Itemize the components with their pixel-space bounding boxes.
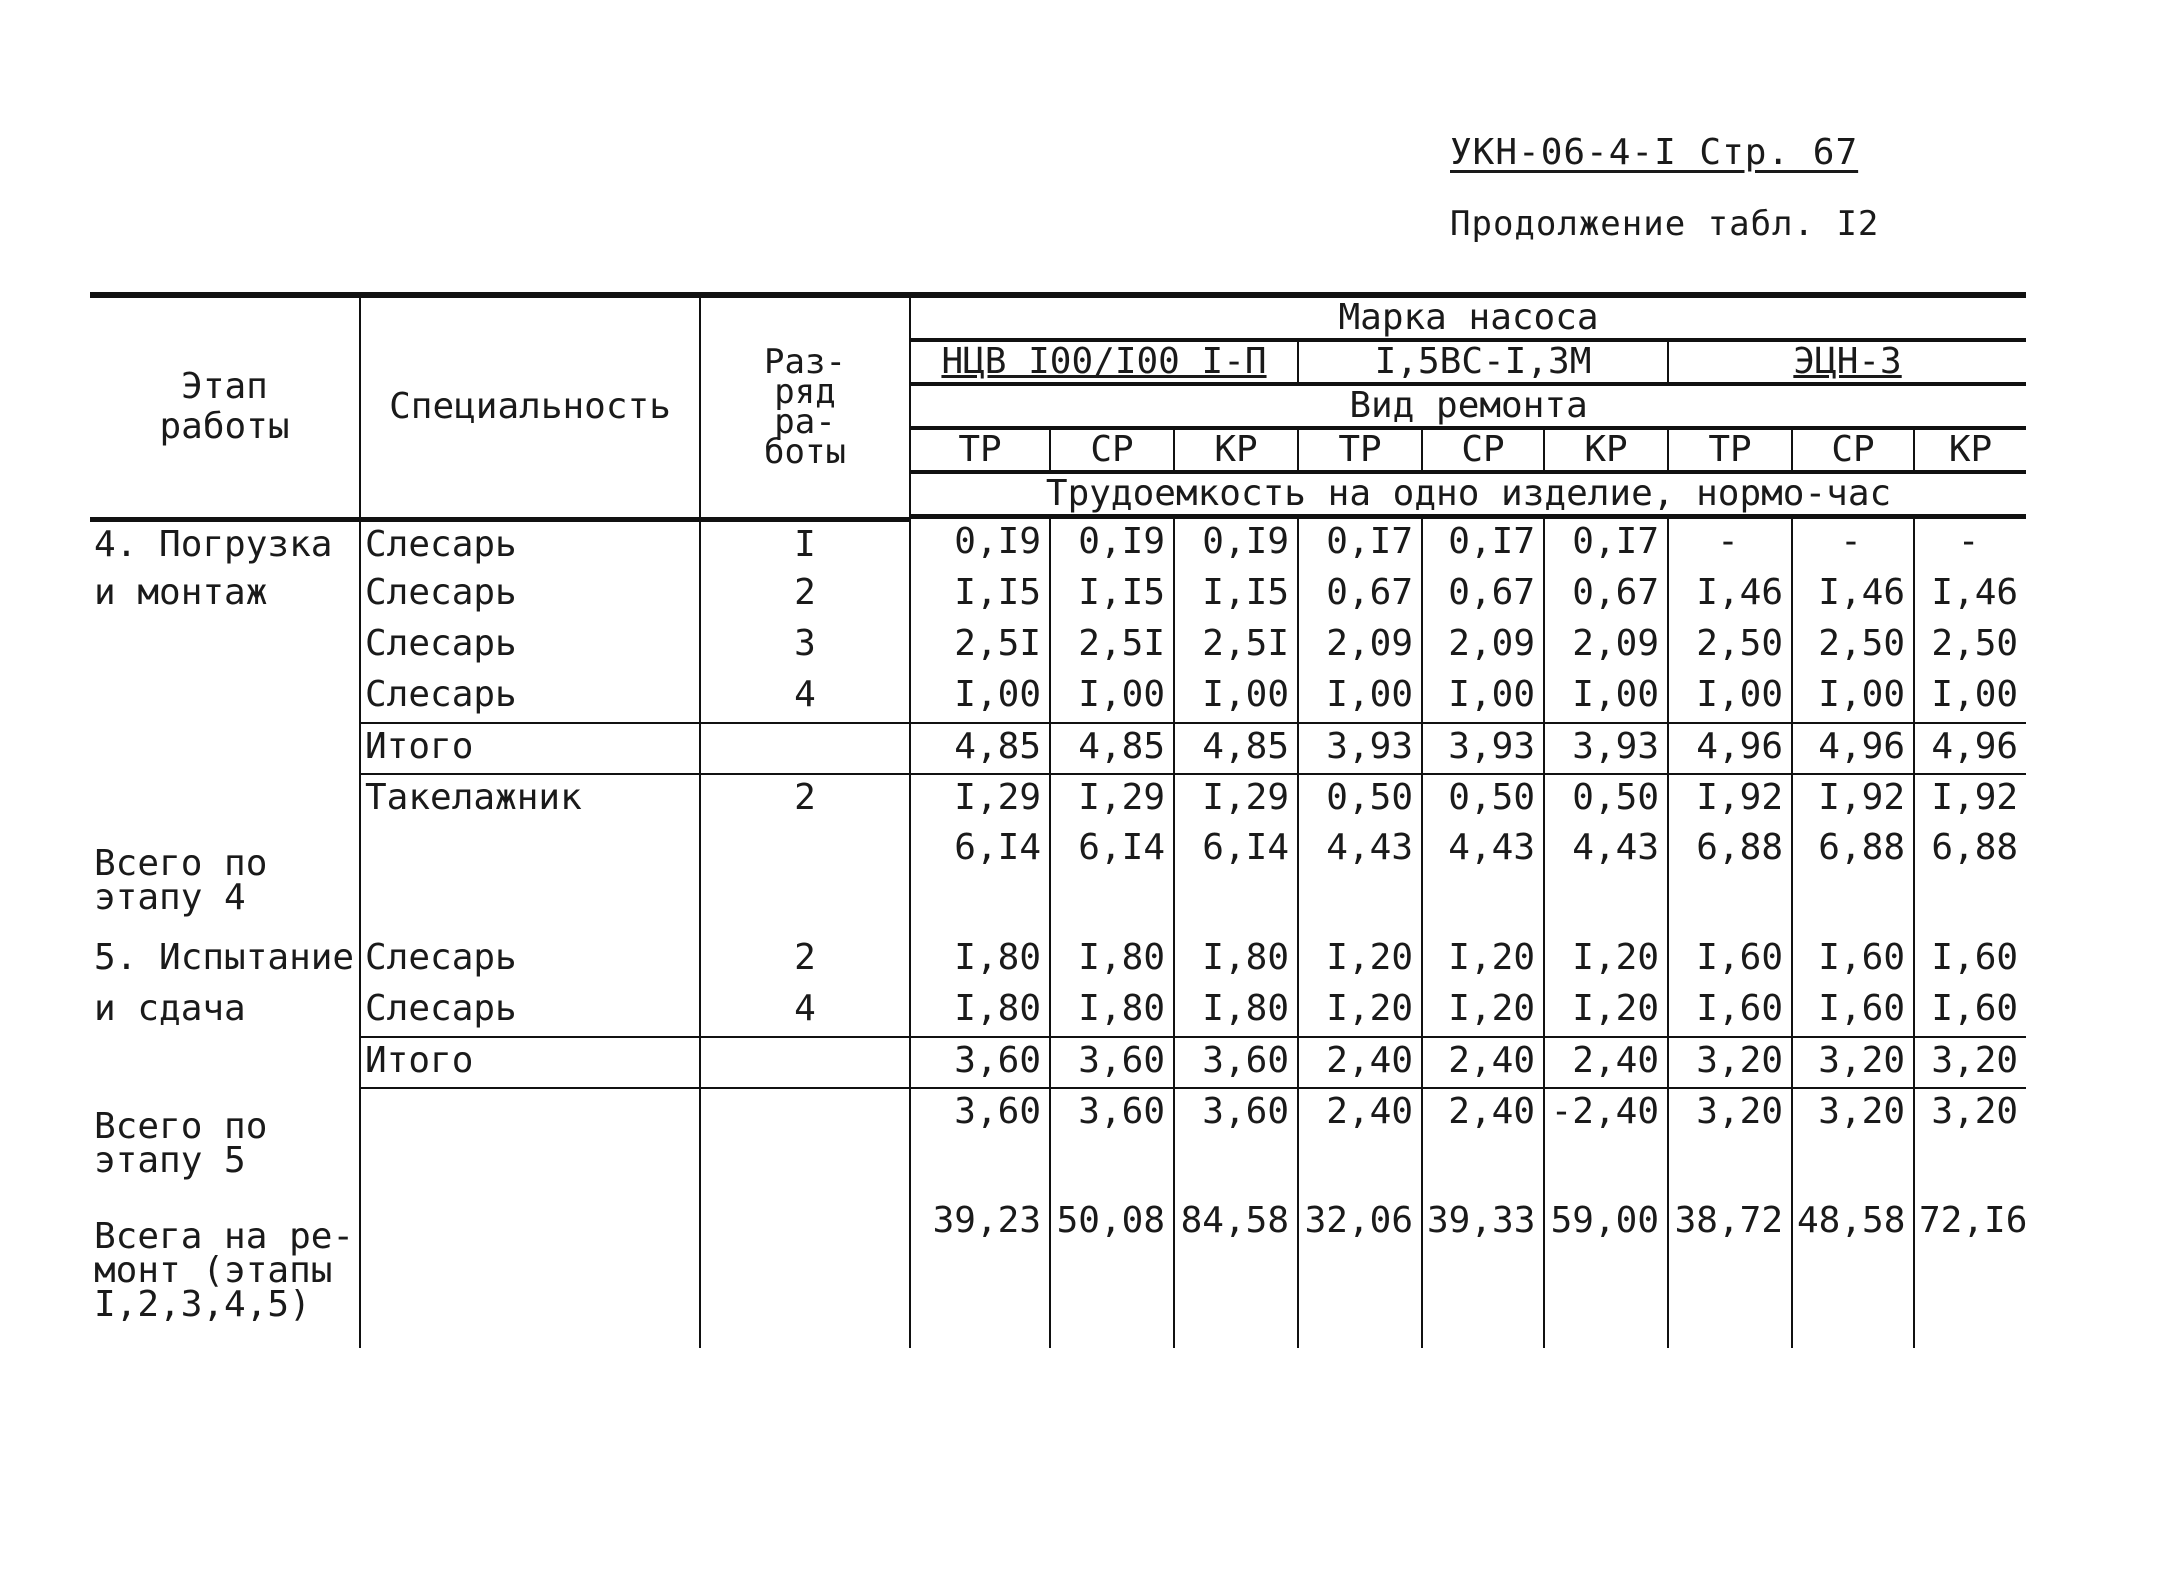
cell-value: I,80 <box>1174 986 1298 1037</box>
header-pump-3: ЭЦН-3 <box>1668 340 2026 384</box>
cell-value: I,00 <box>1174 672 1298 723</box>
cell-value: I,80 <box>910 986 1050 1037</box>
cell-value: I,46 <box>1792 570 1914 621</box>
cell-value: I,92 <box>1668 774 1792 825</box>
cell-specialty: Такелажник <box>360 774 700 825</box>
cell-value: I,00 <box>910 672 1050 723</box>
cell-value: - <box>1957 521 1980 562</box>
cell-value: 38,72 <box>1668 1198 1792 1348</box>
cell-value: 84,58 <box>1174 1198 1298 1348</box>
table-row <box>90 935 2026 986</box>
cell-value: 4,96 <box>1914 723 2026 774</box>
cell-specialty: Слесарь <box>360 935 700 986</box>
cell-value: I,I5 <box>910 570 1050 621</box>
cell-stage-line: этапу 5 <box>94 1140 246 1181</box>
cell-value: 3,20 <box>1792 1037 1914 1088</box>
cell-value: 32,06 <box>1298 1198 1422 1348</box>
cell-value: 6,I4 <box>1174 825 1298 935</box>
cell-value: 6,88 <box>1668 825 1792 935</box>
cell-grade: 4 <box>700 986 910 1037</box>
header-labor-caption: Трудоемкость на одно изделие, нормо-час <box>910 472 2026 517</box>
cell-value: I,00 <box>1792 672 1914 723</box>
header-grade-line3: ра- <box>774 402 836 443</box>
cell-grade: I <box>700 519 910 570</box>
cell-value: 59,00 <box>1544 1198 1668 1348</box>
cell-stage-line: I,2,3,4,5) <box>94 1284 311 1325</box>
cell-value: 0,67 <box>1298 570 1422 621</box>
cell-value: 4,43 <box>1544 825 1668 935</box>
cell-value: 48,58 <box>1792 1198 1914 1348</box>
cell-stage <box>90 621 360 672</box>
header-repair-code: СР <box>1050 428 1174 472</box>
table-row <box>90 825 2026 935</box>
cell-value: I,20 <box>1298 986 1422 1037</box>
cell-value: I,29 <box>910 774 1050 825</box>
cell-value: I,92 <box>1792 774 1914 825</box>
cell-value: I,20 <box>1422 935 1544 986</box>
cell-stage <box>90 723 360 774</box>
cell-value: 2,5I <box>1174 621 1298 672</box>
cell-value: I,00 <box>1298 672 1422 723</box>
cell-stage <box>90 825 360 935</box>
cell-value: I,60 <box>1792 935 1914 986</box>
cell-value: - <box>1668 519 1792 570</box>
cell-value: 4,43 <box>1422 825 1544 935</box>
cell-value: I,46 <box>1931 572 2019 613</box>
table-row <box>90 723 2026 774</box>
cell-value: I,20 <box>1298 935 1422 986</box>
header-repair-type: Вид ремонта <box>910 384 2026 428</box>
table-row <box>90 519 2026 570</box>
cell-value: 2,50 <box>1792 621 1914 672</box>
cell-value: 2,5I <box>1050 621 1174 672</box>
cell-value: 2,50 <box>1668 621 1792 672</box>
header-grade-line4: боты <box>764 432 846 473</box>
cell-value: I,I5 <box>1174 570 1298 621</box>
cell-value: I,60 <box>1668 935 1792 986</box>
cell-stage <box>90 672 360 723</box>
cell-value: I,20 <box>1422 986 1544 1037</box>
cell-value: 3,60 <box>1050 1088 1174 1198</box>
cell-value: I,60 <box>1931 988 2019 1029</box>
cell-specialty: Итого <box>360 723 700 774</box>
cell-value: 39,23 <box>910 1198 1050 1348</box>
cell-stage-line: Всего по <box>94 1106 268 1147</box>
cell-value: 2,40 <box>1298 1088 1422 1198</box>
cell-value: I,29 <box>1174 774 1298 825</box>
cell-stage: и монтаж <box>94 572 268 613</box>
cell-value: 3,93 <box>1422 723 1544 774</box>
cell-value: 2,09 <box>1422 621 1544 672</box>
cell-value: 0,50 <box>1298 774 1422 825</box>
cell-value: I,00 <box>1544 672 1668 723</box>
cell-value: 4,85 <box>1174 723 1298 774</box>
cell-value: I,00 <box>1931 674 2019 715</box>
cell-stage-line: монт (этапы <box>94 1250 333 1291</box>
cell-specialty: Слесарь <box>360 621 700 672</box>
cell-specialty <box>360 825 700 935</box>
cell-value: 2,09 <box>1544 621 1668 672</box>
header-repair-code: ТР <box>1298 428 1422 472</box>
cell-stage: и сдача <box>94 988 246 1029</box>
cell-value: 3,20 <box>1914 1037 2026 1088</box>
cell-grade: 4 <box>700 672 910 723</box>
cell-value: 2,40 <box>1422 1088 1544 1198</box>
cell-specialty: Слесарь <box>360 986 700 1037</box>
table-body <box>90 519 2026 1348</box>
cell-stage <box>90 1198 360 1348</box>
cell-value: 3,60 <box>1050 1037 1174 1088</box>
cell-value: I,20 <box>1544 986 1668 1037</box>
cell-grade <box>700 1088 910 1198</box>
cell-value: 2,50 <box>1931 623 2019 664</box>
cell-value: I,80 <box>1050 986 1174 1037</box>
cell-grade <box>700 723 910 774</box>
cell-value: I,00 <box>1422 672 1544 723</box>
cell-value: 3,60 <box>910 1088 1050 1198</box>
table-row <box>90 1037 2026 1088</box>
cell-specialty: Слесарь <box>360 570 700 621</box>
cell-value: 3,93 <box>1298 723 1422 774</box>
cell-value: 3,20 <box>1668 1037 1792 1088</box>
header-grade-line2: ряд <box>774 372 836 413</box>
cell-value: 2,09 <box>1298 621 1422 672</box>
header-repair-code: ТР <box>1668 428 1792 472</box>
table-row <box>90 570 2026 621</box>
cell-value: 2,40 <box>1422 1037 1544 1088</box>
cell-value: 0,50 <box>1544 774 1668 825</box>
cell-value: 72,I6 <box>1919 1200 2028 1241</box>
cell-stage: 4. Погрузка <box>94 523 333 565</box>
cell-stage: 5. Испытание <box>94 937 355 978</box>
cell-specialty: Слесарь <box>360 519 700 570</box>
header-pump-brand: Марка насоса <box>910 295 2026 340</box>
cell-value: 0,I7 <box>1422 519 1544 570</box>
cell-value: - <box>1792 519 1914 570</box>
header-stage-line1: Этап <box>181 366 268 408</box>
cell-specialty <box>360 1088 700 1198</box>
header-repair-code: ТР <box>910 428 1050 472</box>
cell-value: I,46 <box>1668 570 1792 621</box>
cell-value: 0,I9 <box>910 519 1050 570</box>
cell-value: 50,08 <box>1050 1198 1174 1348</box>
cell-value: 0,50 <box>1422 774 1544 825</box>
header-specialty: Специальность <box>360 295 700 519</box>
table-row <box>90 986 2026 1037</box>
cell-value: I,60 <box>1931 937 2019 978</box>
header-grade <box>700 295 910 519</box>
cell-value: I,80 <box>1174 935 1298 986</box>
header-pump-1: НЦВ I00/I00 I-П <box>910 340 1298 384</box>
cell-stage <box>90 774 360 825</box>
cell-value: 6,I4 <box>1050 825 1174 935</box>
cell-value: I,20 <box>1544 935 1668 986</box>
cell-value: I,80 <box>910 935 1050 986</box>
table-row <box>90 621 2026 672</box>
cell-value: 3,93 <box>1544 723 1668 774</box>
cell-grade: 2 <box>700 774 910 825</box>
document-reference: УКН-06-4-I Стр. 67 <box>1450 132 1859 173</box>
cell-grade <box>700 1198 910 1348</box>
cell-stage-line: этапу 4 <box>94 877 246 918</box>
cell-value: -2,40 <box>1544 1088 1668 1198</box>
cell-value: 4,85 <box>910 723 1050 774</box>
cell-specialty: Слесарь <box>360 672 700 723</box>
cell-grade <box>700 1037 910 1088</box>
cell-value: 3,60 <box>1174 1088 1298 1198</box>
cell-value: 3,60 <box>910 1037 1050 1088</box>
cell-value: I,29 <box>1050 774 1174 825</box>
cell-value: I,I5 <box>1050 570 1174 621</box>
cell-value: 6,88 <box>1792 825 1914 935</box>
cell-value: I,00 <box>1050 672 1174 723</box>
table-row <box>90 1088 2026 1198</box>
header-pump-2: I,5ВС-I,3М <box>1298 340 1668 384</box>
cell-stage <box>90 1088 360 1198</box>
cell-value: 3,20 <box>1792 1088 1914 1198</box>
cell-stage-line: Всега на ре- <box>94 1216 355 1257</box>
header-repair-code: СР <box>1422 428 1544 472</box>
cell-value: 0,I9 <box>1174 519 1298 570</box>
cell-value: I,60 <box>1668 986 1792 1037</box>
header-grade-line1: Раз- <box>764 342 846 383</box>
header-stage <box>90 295 360 519</box>
cell-value: 4,43 <box>1298 825 1422 935</box>
cell-specialty: Итого <box>360 1037 700 1088</box>
cell-value: 6,88 <box>1931 827 2019 868</box>
cell-value: 4,96 <box>1792 723 1914 774</box>
table-continuation-caption: Продолжение табл. I2 <box>1450 204 1880 244</box>
cell-value: I,80 <box>1050 935 1174 986</box>
cell-value: 0,I7 <box>1544 519 1668 570</box>
table-row <box>90 672 2026 723</box>
cell-grade <box>700 825 910 935</box>
header-repair-code: СР <box>1792 428 1914 472</box>
header-stage-line2: работы <box>159 406 290 448</box>
cell-value: 39,33 <box>1422 1198 1544 1348</box>
cell-value: 3,20 <box>1914 1088 2026 1198</box>
cell-value: 0,I9 <box>1050 519 1174 570</box>
cell-value: 0,I7 <box>1298 519 1422 570</box>
cell-value: 2,40 <box>1544 1037 1668 1088</box>
cell-value: 4,96 <box>1668 723 1792 774</box>
cell-value: 2,5I <box>910 621 1050 672</box>
cell-value: 6,I4 <box>910 825 1050 935</box>
cell-grade: 2 <box>700 570 910 621</box>
cell-value: 3,60 <box>1174 1037 1298 1088</box>
cell-value: I,60 <box>1792 986 1914 1037</box>
cell-stage <box>90 1037 360 1088</box>
cell-value: 3,20 <box>1668 1088 1792 1198</box>
cell-grade: 3 <box>700 621 910 672</box>
cell-value: 4,85 <box>1050 723 1174 774</box>
cell-grade: 2 <box>700 935 910 986</box>
table-row <box>90 774 2026 825</box>
cell-value: 0,67 <box>1544 570 1668 621</box>
labor-table <box>90 292 2026 1348</box>
table-row <box>90 1198 2026 1348</box>
header-repair-code: КР <box>1174 428 1298 472</box>
cell-value: I,00 <box>1668 672 1792 723</box>
cell-specialty <box>360 1198 700 1348</box>
cell-value: 2,40 <box>1298 1037 1422 1088</box>
cell-value: I,92 <box>1931 777 2019 818</box>
header-repair-code: КР <box>1544 428 1668 472</box>
cell-stage-line: Всего по <box>94 843 268 884</box>
cell-value: 0,67 <box>1422 570 1544 621</box>
header-repair-code: КР <box>1914 428 2026 472</box>
